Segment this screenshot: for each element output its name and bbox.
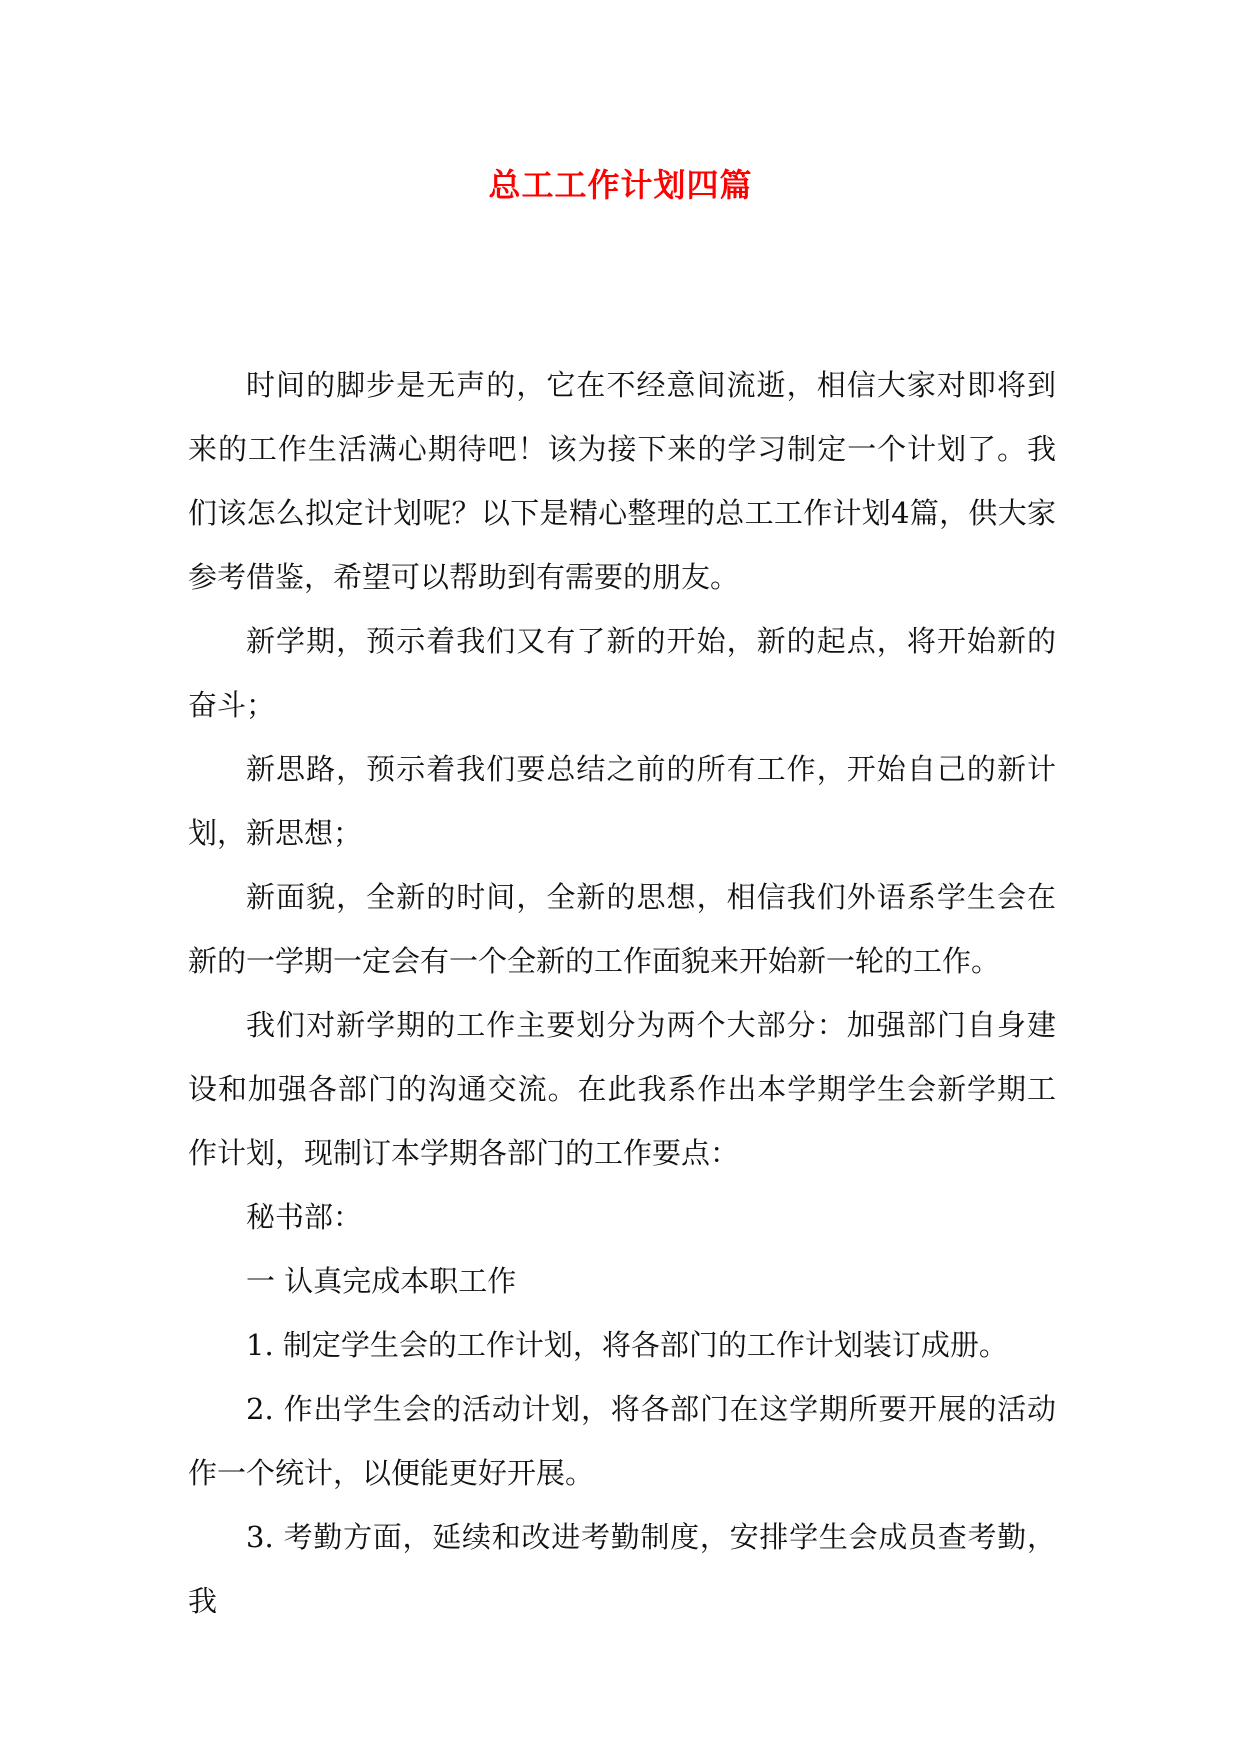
paragraph-item-3: 3. 考勤方面，延续和改进考勤制度，安排学生会成员查考勤，我 xyxy=(188,1520,1056,1618)
paragraph-intro: 时间的脚步是无声的，它在不经意间流逝，相信大家对即将到来的工作生活满心期待吧！该为接下来的学习制定一个计划了。我们该怎么拟定计划呢？以下是精心整理的总工工作计划4篇，供大家参考借鉴，希望可以帮助到有需要的朋友。 xyxy=(188,368,1056,594)
paragraph-item-2: 2. 作出学生会的活动计划，将各部门在这学期所要开展的活动作一个统计，以便能更好开展。 xyxy=(188,1392,1056,1490)
document-title: 总工工作计划四篇 xyxy=(488,166,753,204)
paragraph-new-semester: 新学期，预示着我们又有了新的开始，新的起点，将开始新的奋斗； xyxy=(188,624,1056,722)
paragraph-work-division: 我们对新学期的工作主要划分为两个大部分：加强部门自身建设和加强各部门的沟通交流。在此我系作出本学期学生会新学期工作计划，现制订本学期各部门的工作要点： xyxy=(188,1008,1056,1170)
paragraph-new-thinking: 新思路，预示着我们要总结之前的所有工作，开始自己的新计划，新思想； xyxy=(188,752,1056,850)
paragraph-item-1: 1. 制定学生会的工作计划，将各部门的工作计划装订成册。 xyxy=(246,1328,1008,1362)
paragraph-section-one: 一 认真完成本职工作 xyxy=(246,1264,517,1298)
document-body xyxy=(188,353,1056,1633)
paragraph-secretariat-heading: 秘书部： xyxy=(246,1200,363,1234)
paragraph-new-look: 新面貌，全新的时间，全新的思想，相信我们外语系学生会在新的一学期一定会有一个全新的工作面貌来开始新一轮的工作。 xyxy=(188,880,1056,978)
